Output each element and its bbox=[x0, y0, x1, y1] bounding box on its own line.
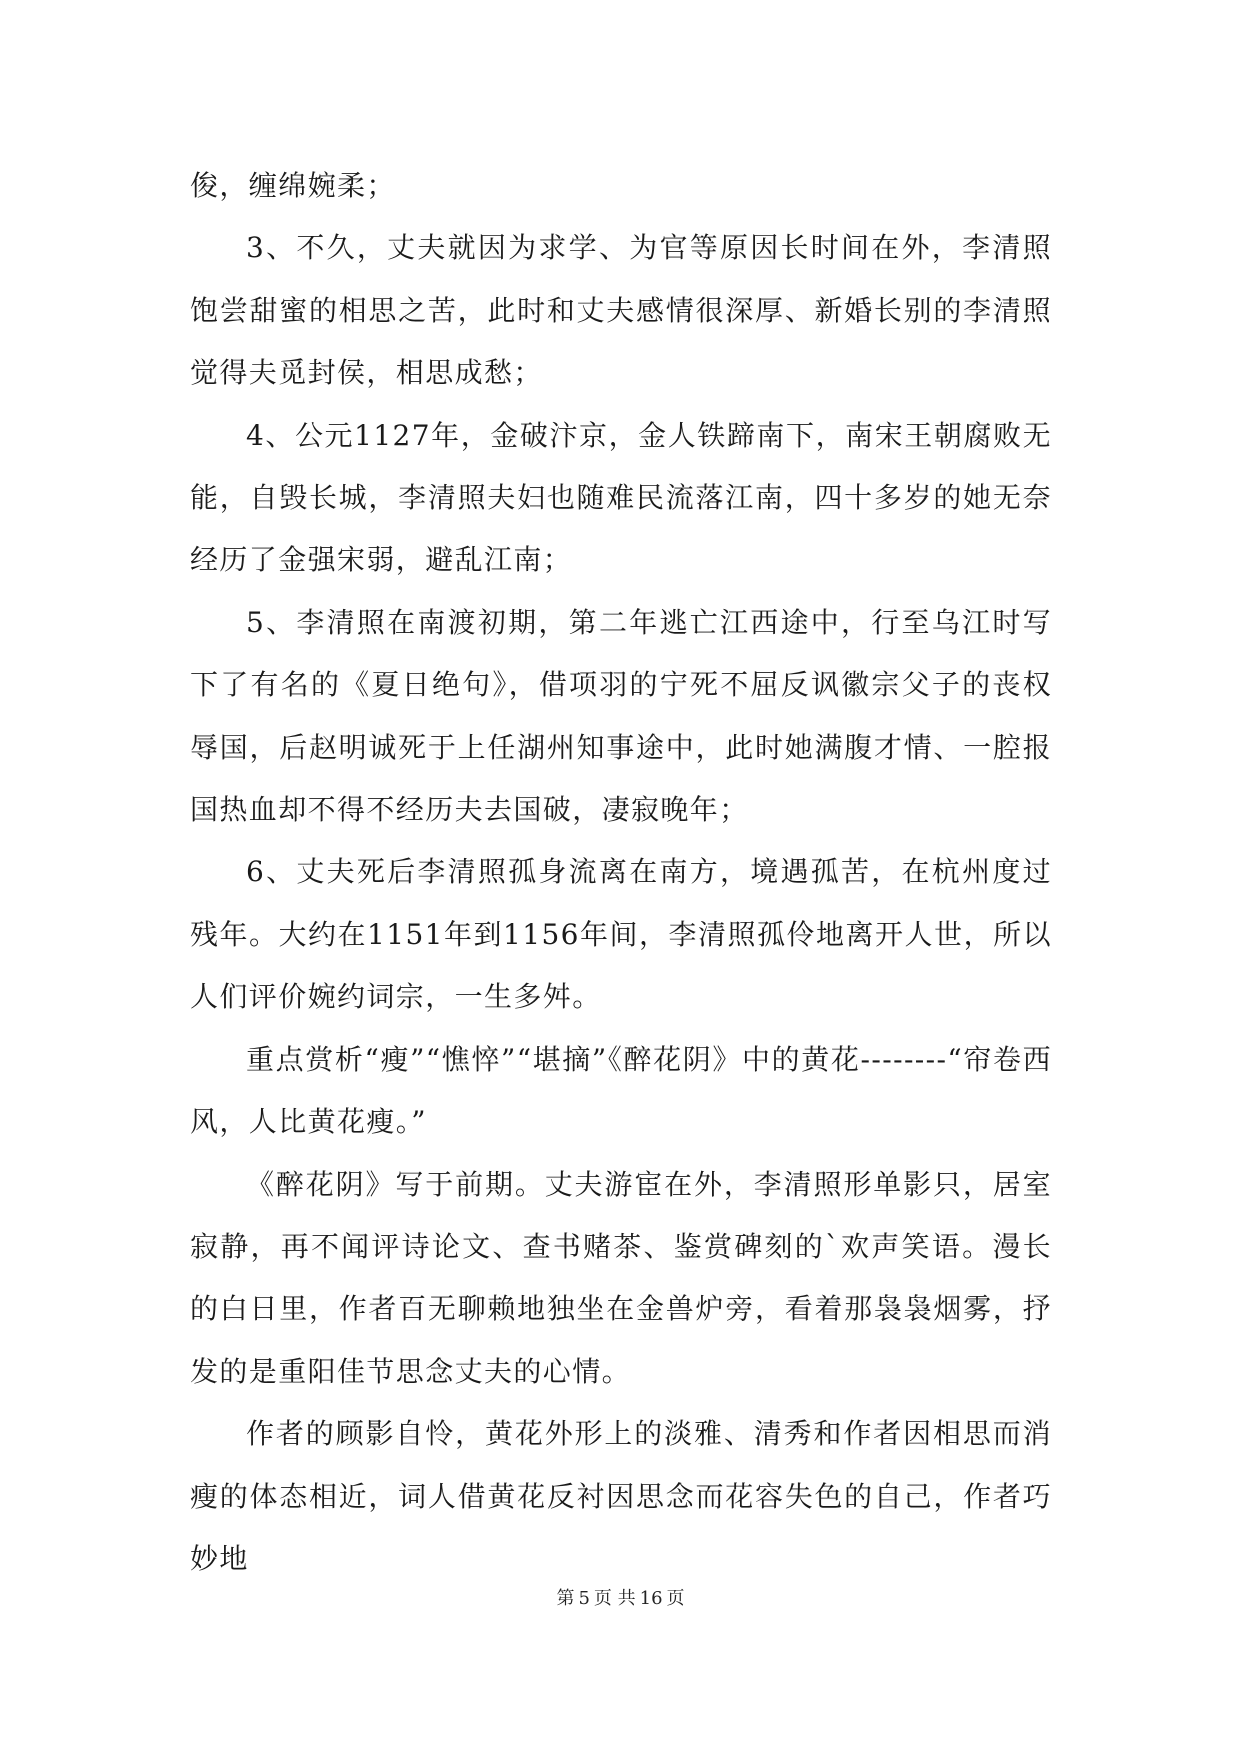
footer-prefix: 第 bbox=[556, 1588, 575, 1609]
paragraph-item-4: 4、公元1127年，金破汴京，金人铁蹄南下，南宋王朝腐败无能，自毁长城，李清照夫妇也随难民流落江南，四十多岁的她无奈经历了金强宋弱，避乱江南； bbox=[190, 418, 1052, 577]
footer-middle: 页 共 bbox=[593, 1588, 636, 1609]
paragraph-continuation: 俊，缠绵婉柔； bbox=[190, 169, 396, 202]
paragraph-zuihuayin: 《醉花阴》写于前期。丈夫游宦在外，李清照形单影只，居室寂静，再不闻评诗论文、查书赌茶、鉴赏碑刻的`欢声笑语。漫长的白日里，作者百无聊赖地独坐在金兽炉旁，看着那袅袅烟雾，抒发的是重阳佳节思念丈夫的心情。 bbox=[190, 1167, 1052, 1388]
paragraph-author-reflection: 作者的顾影自怜，黄花外形上的淡雅、清秀和作者因相思而消瘦的体态相近，词人借黄花反衬因思念而花容失色的自己，作者巧妙地 bbox=[190, 1417, 1052, 1575]
paragraph-analysis-heading: 重点赏析“瘦”“憔悴”“堪摘”《醉花阴》中的黄花--------“帘卷西风，人比黄花瘦。” bbox=[190, 1042, 1052, 1139]
body-text bbox=[190, 155, 1052, 1590]
footer-suffix: 页 bbox=[666, 1588, 685, 1609]
footer-total-pages: 16 bbox=[639, 1588, 663, 1609]
page-footer bbox=[0, 1587, 1241, 1611]
paragraph-item-3: 3、不久，丈夫就因为求学、为官等原因长时间在外，李清照饱尝甜蜜的相思之苦，此时和丈夫感情很深厚、新婚长别的李清照觉得夫觅封侯，相思成愁； bbox=[190, 231, 1052, 390]
paragraph-item-6: 6、丈夫死后李清照孤身流离在南方，境遇孤苦，在杭州度过残年。大约在1151年到1156年间，李清照孤伶地离开人世，所以人们评价婉约词宗，一生多舛。 bbox=[190, 855, 1052, 1014]
paragraph-item-5: 5、李清照在南渡初期，第二年逃亡江西途中，行至乌江时写下了有名的《夏日绝句》，借项羽的宁死不屈反讽徽宗父子的丧权辱国，后赵明诚死于上任湖州知事途中，此时她满腹才情、一腔报国热血却不得不经历夫去国破，凄寂晚年； bbox=[190, 605, 1052, 827]
footer-current-page: 5 bbox=[578, 1588, 590, 1609]
